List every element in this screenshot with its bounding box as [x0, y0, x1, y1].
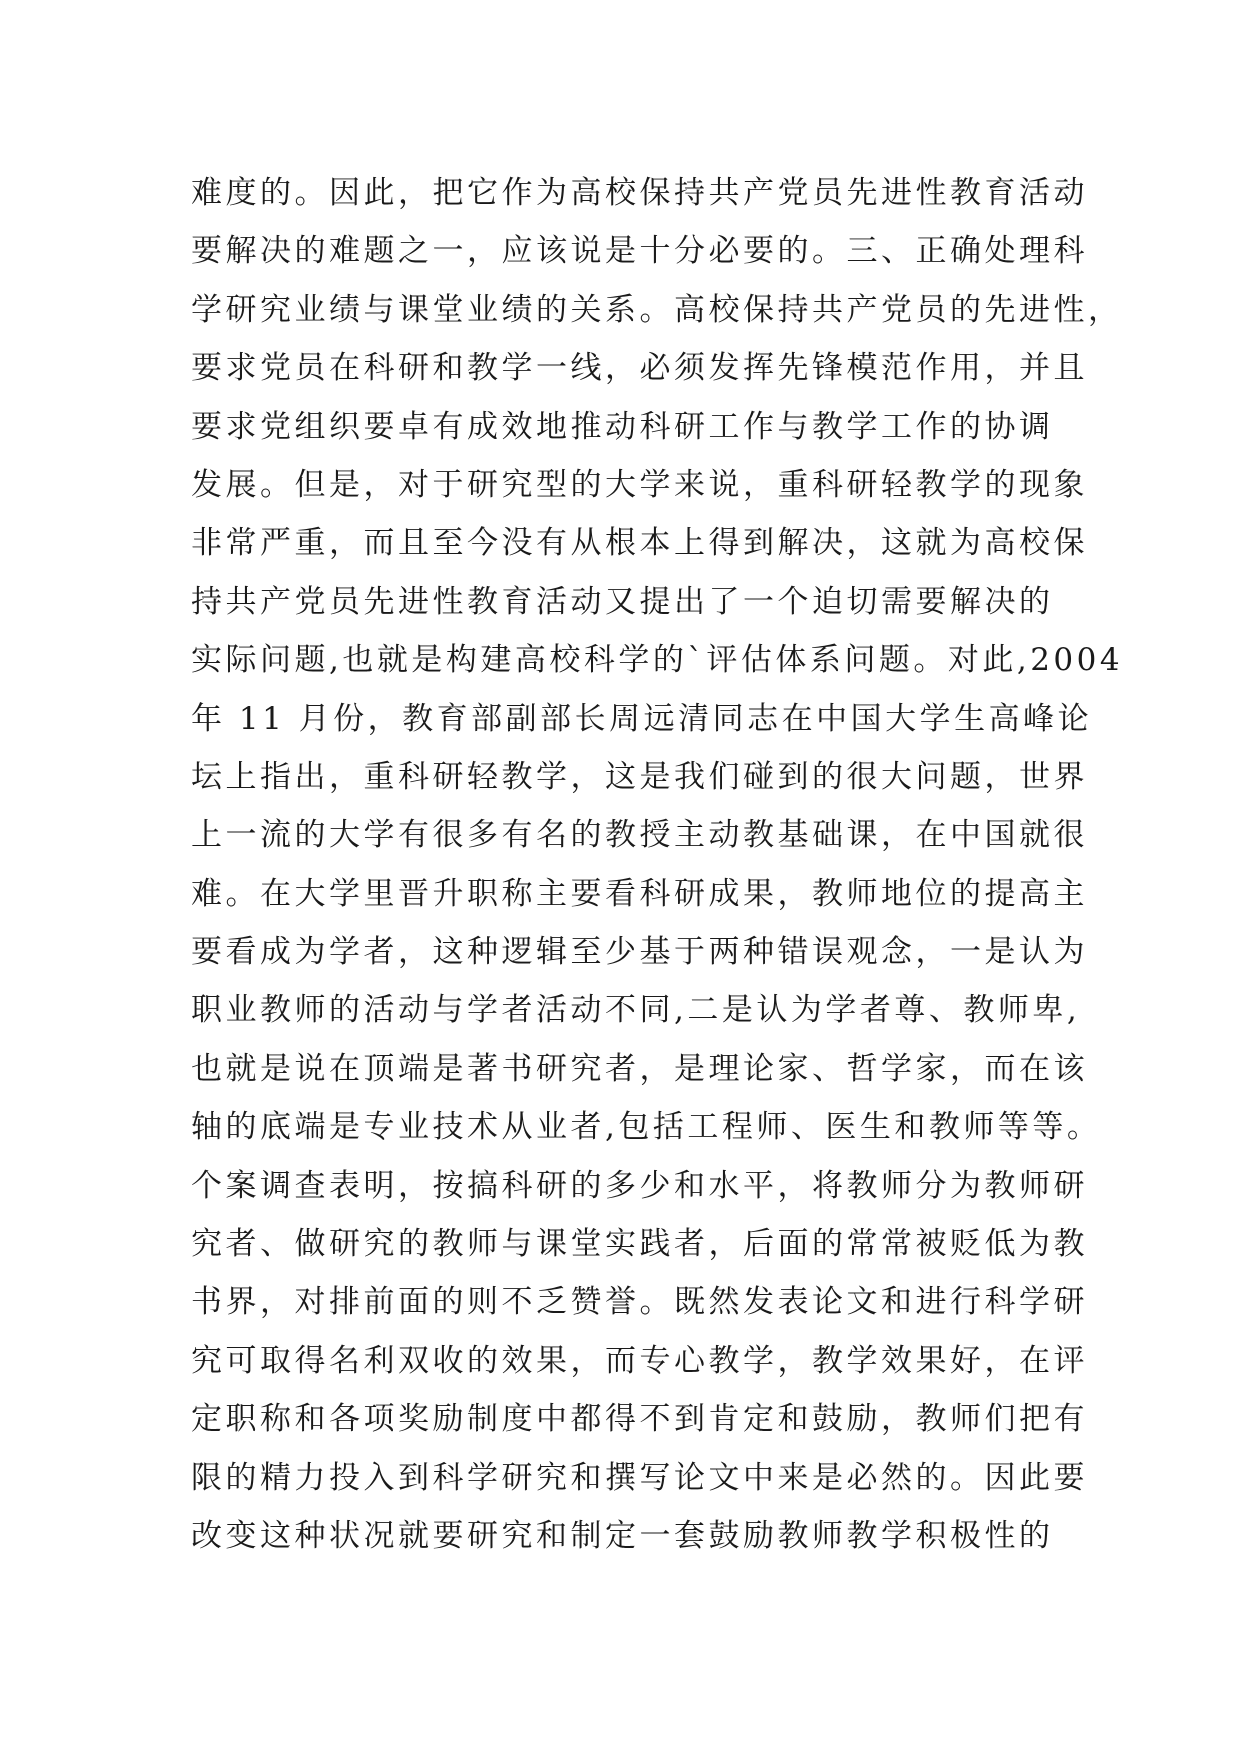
text-line-18: 个案调查表明，按搞科研的多少和水平，将教师分为教师研 — [191, 1167, 1088, 1204]
text-line-13: 难。在大学里晋升职称主要看科研成果，教师地位的提高主 — [191, 875, 1088, 912]
text-line-24: 改变这种状况就要研究和制定一套鼓励教师教学积极性的 — [191, 1517, 1054, 1554]
text-line-4: 要求党员在科研和教学一线，必须发挥先锋模范作用，并且 — [191, 350, 1088, 387]
text-line-2: 要解决的难题之一，应该说是十分必要的。三、正确处理科 — [191, 233, 1088, 270]
text-line-17: 轴的底端是专业技术从业者,包括工程师、医生和教师等等。 — [191, 1109, 1102, 1146]
text-line-8: 持共产党员先进性教育活动又提出了一个迫切需要解决的 — [191, 583, 1054, 620]
text-line-12: 上一流的大学有很多有名的教授主动教基础课，在中国就很 — [191, 817, 1088, 854]
text-line-6: 发展。但是，对于研究型的大学来说，重科研轻教学的现象 — [191, 466, 1088, 503]
body-paragraph — [191, 164, 1124, 1565]
text-line-19: 究者、做研究的教师与课堂实践者，后面的常常被贬低为教 — [191, 1226, 1088, 1263]
text-line-7: 非常严重，而且至今没有从根本上得到解决，这就为高校保 — [191, 525, 1088, 562]
text-line-9: 实际问题,也就是构建高校科学的`评估体系问题。对此,2004 — [191, 642, 1124, 679]
text-line-16: 也就是说在顶端是著书研究者，是理论家、哲学家，而在该 — [191, 1050, 1088, 1087]
text-line-22: 定职称和各项奖励制度中都得不到肯定和鼓励，教师们把有 — [191, 1401, 1088, 1438]
text-line-10: 年 11 月份，教育部副部长周远清同志在中国大学生高峰论 — [191, 700, 1093, 737]
text-line-20: 书界，对排前面的则不乏赞誉。既然发表论文和进行科学研 — [191, 1284, 1088, 1321]
text-line-21: 究可取得名利双收的效果，而专心教学，教学效果好，在评 — [191, 1342, 1088, 1379]
text-line-1: 难度的。因此，把它作为高校保持共产党员先进性教育活动 — [191, 175, 1088, 211]
text-line-15: 职业教师的活动与学者活动不同,二是认为学者尊、教师卑, — [191, 992, 1081, 1029]
text-line-5: 要求党组织要卓有成效地推动科研工作与教学工作的协调 — [191, 408, 1054, 445]
text-line-3: 学研究业绩与课堂业绩的关系。高校保持共产党员的先进性， — [191, 291, 1123, 328]
text-line-11: 坛上指出，重科研轻教学，这是我们碰到的很大问题，世界 — [191, 758, 1088, 795]
text-line-14: 要看成为学者，这种逻辑至少基于两种错误观念，一是认为 — [191, 934, 1088, 971]
text-line-23: 限的精力投入到科学研究和撰写论文中来是必然的。因此要 — [191, 1459, 1088, 1496]
